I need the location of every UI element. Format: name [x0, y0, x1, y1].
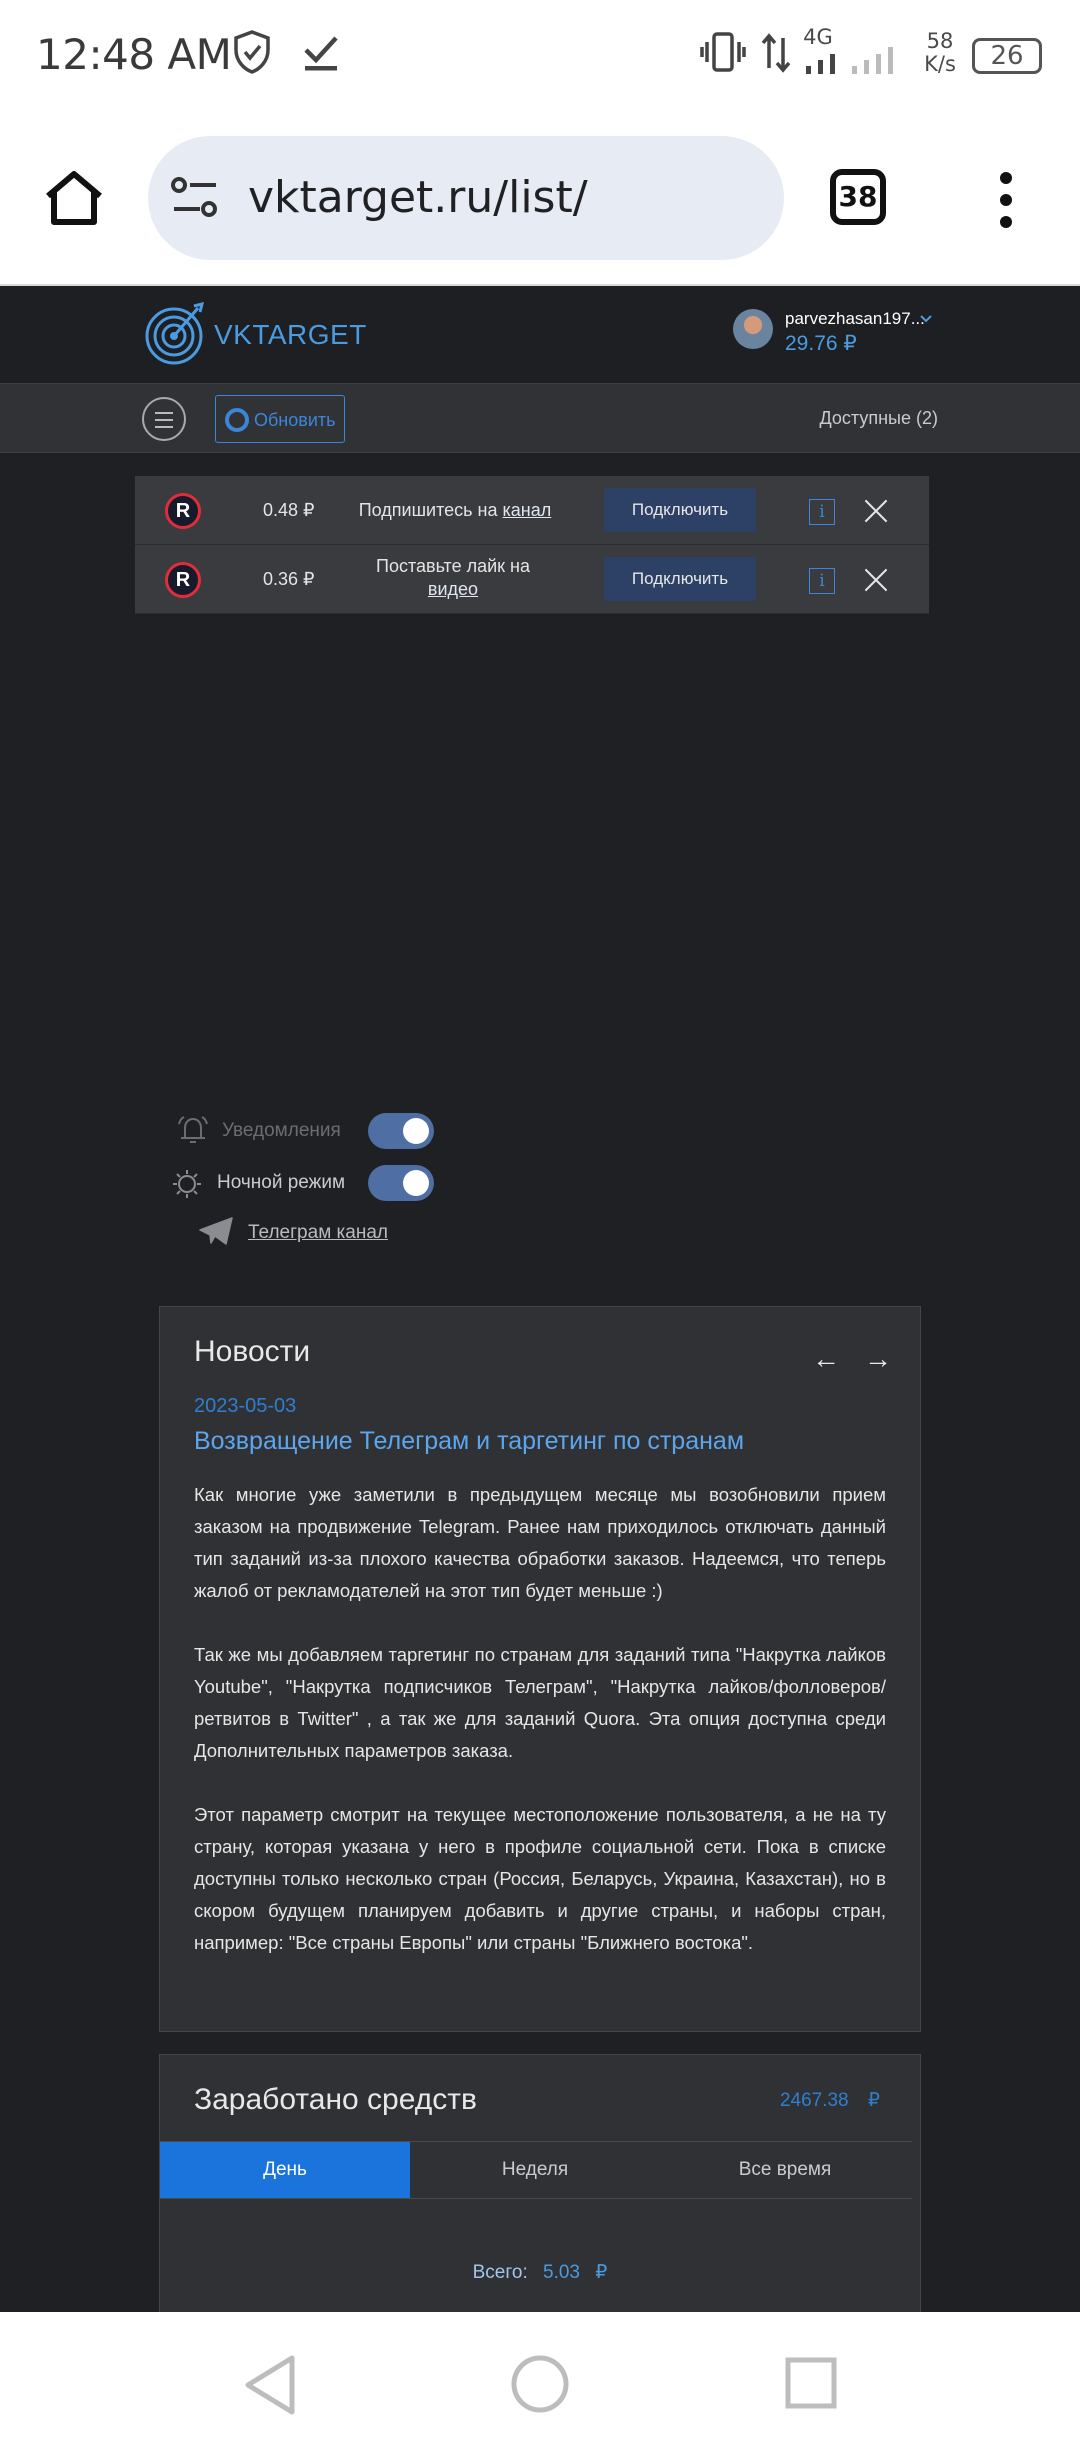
task-price: 0.36 ₽	[263, 569, 315, 589]
vibrate-icon	[700, 28, 746, 83]
night-mode-icon	[170, 1166, 204, 1205]
telegram-channel-link[interactable]: Телеграм канал	[248, 1222, 388, 1243]
home-nav-icon[interactable]	[510, 2354, 570, 2419]
news-body	[194, 1479, 886, 1991]
battery-level: 26	[990, 41, 1024, 71]
task-price: 0.48 ₽	[263, 500, 315, 520]
rutube-icon: R	[165, 562, 201, 598]
close-icon[interactable]	[861, 565, 891, 595]
net-speed: 58 K/s	[924, 29, 956, 77]
username[interactable]: parvezhasan197...	[785, 309, 925, 328]
bell-icon	[176, 1114, 210, 1151]
site-header	[0, 287, 1080, 383]
news-headline: Возвращение Телеграм и таргетинг по странам	[194, 1427, 745, 1455]
earnings-panel	[159, 2054, 921, 2314]
connect-button[interactable]: Подключить	[604, 557, 756, 601]
night-mode-toggle[interactable]	[368, 1165, 434, 1201]
close-icon[interactable]	[861, 496, 891, 526]
menu-icon	[155, 412, 173, 414]
avatar[interactable]	[733, 309, 773, 349]
status-bar	[0, 0, 1080, 110]
info-icon[interactable]: i	[809, 568, 835, 594]
info-icon[interactable]: i	[809, 499, 835, 525]
telegram-icon	[198, 1216, 234, 1251]
available-tasks-filter[interactable]: Доступные (2)	[819, 408, 938, 428]
home-icon[interactable]	[42, 166, 106, 235]
signal-icon	[804, 44, 908, 81]
earnings-title: Заработано средств	[194, 2083, 477, 2116]
tab-all-time[interactable]: Все время	[738, 2159, 832, 2180]
tab-day[interactable]: День	[160, 2142, 410, 2198]
night-mode-label: Ночной режим	[217, 1172, 346, 1193]
news-panel	[159, 1306, 921, 2032]
task-row	[135, 476, 929, 545]
back-icon[interactable]	[242, 2354, 298, 2421]
system-nav-bar	[0, 2312, 1080, 2460]
url-bar[interactable]	[148, 136, 784, 260]
user-balance: 29.76 ₽	[785, 332, 857, 355]
task-list	[135, 476, 929, 614]
more-icon[interactable]	[998, 172, 1014, 233]
site-settings-icon[interactable]	[170, 176, 220, 225]
download-done-icon	[300, 28, 342, 81]
logo-icon[interactable]	[144, 302, 206, 371]
earnings-sum: Всего: 5.03 ₽	[472, 2262, 608, 2283]
news-paragraph: Так же мы добавляем таргетинг по странам для заданий типа "Накрутка лайков Youtube", "Накрутка подписчиков Телеграм", "Накрутка лайков/фолловеров/ретвитов в Twitter" , а так же для заданий Quora. Эта опция доступна среди Дополнительных параметров заказа.	[194, 1644, 886, 1761]
task-link[interactable]: видео	[427, 579, 479, 600]
connect-button[interactable]: Подключить	[604, 488, 756, 532]
news-paragraph: Этот параметр смотрит на текущее местоположение пользователя, а не на ту страну, которая указана у него в профиле социальной сети. Пока в списке доступны только несколько стран (Россия, Беларусь, Украина, Казахстан), но в скором будущем планируем добавить и другие страны, и наборы стран, например: "Все страны Европы" или страны "Ближнего востока".	[194, 1804, 886, 1953]
earnings-total: 2467.38 ₽	[779, 2090, 880, 2111]
menu-button[interactable]	[142, 397, 186, 441]
next-news-button[interactable]: →	[864, 1343, 892, 1374]
tab-week[interactable]: Неделя	[501, 2159, 569, 2180]
tab-count: 38	[838, 180, 878, 213]
status-time: 12:48 AM	[36, 30, 232, 79]
prev-news-button[interactable]: ←	[812, 1343, 840, 1374]
notifications-toggle[interactable]	[368, 1113, 434, 1149]
rutube-icon: R	[165, 493, 201, 529]
task-link[interactable]: канал	[502, 500, 552, 520]
chevron-down-icon[interactable]	[920, 311, 932, 329]
browser-toolbar	[0, 110, 1080, 286]
task-description: Подпишитесь на канал	[358, 500, 552, 520]
url-text[interactable]: vktarget.ru/list/	[248, 172, 588, 223]
notifications-label: Уведомления	[222, 1120, 341, 1141]
network-type: 4G	[803, 25, 833, 49]
task-row	[135, 545, 929, 614]
task-description: Поставьте лайк на видео	[376, 556, 530, 600]
shield-icon	[230, 28, 274, 81]
recents-icon[interactable]	[784, 2356, 838, 2415]
news-paragraph: Как многие уже заметили в предыдущем месяце мы возобновили прием заказом на продвижение Telegram. Ранее нам приходилось отключать данный тип заданий из-за плохого качества обработки заказов. Надеемся, что теперь жалоб от рекламодателей на этот тип будет меньше :)	[194, 1484, 886, 1601]
refresh-icon	[225, 408, 249, 432]
earnings-tabs	[160, 2141, 912, 2199]
refresh-button[interactable]: Обновить	[215, 395, 345, 443]
news-title: Новости	[194, 1335, 311, 1368]
data-arrows-icon	[760, 28, 792, 83]
list-toolbar	[0, 383, 1080, 453]
news-date: 2023-05-03	[194, 1395, 297, 1417]
battery-icon	[972, 38, 1042, 74]
logo-text[interactable]: VKTARGET	[214, 319, 367, 350]
tabs-icon[interactable]	[830, 169, 886, 225]
